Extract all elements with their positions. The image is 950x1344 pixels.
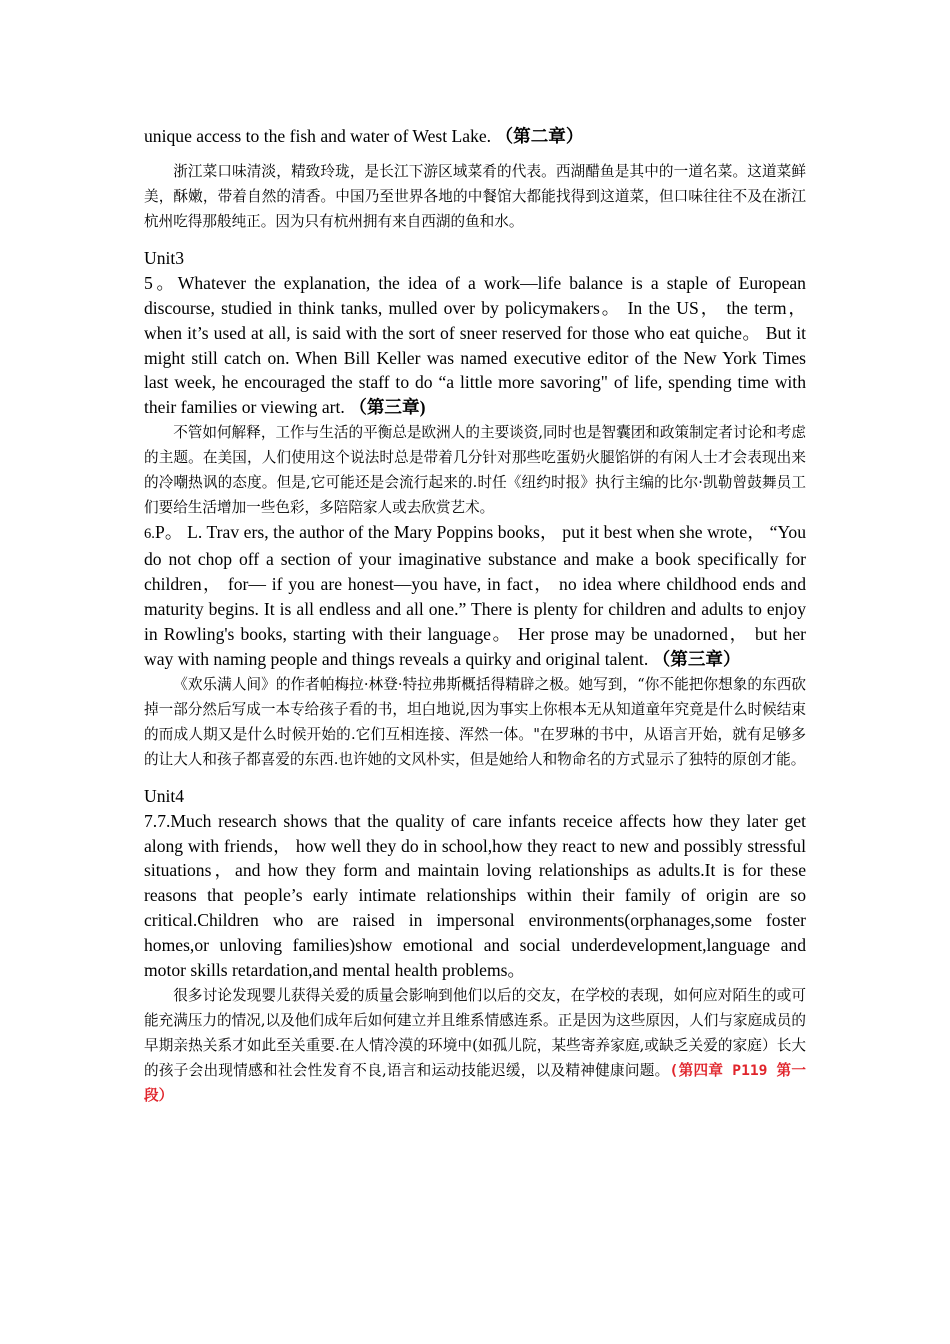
unit4-heading: Unit4	[144, 785, 185, 806]
unit3-item6-english	[144, 520, 806, 671]
item7-translation: 很多讨论发现婴儿获得关爱的质量会影响到他们以后的交友，在学校的表现，如何应对陌生的或可能充满压力的情况,以及他们成年后如何建立并且维系情感连系。正是因为这些原因，人们与家庭成员的早期亲热关系才如此至关重要.在人情冷漠的环境中(如孤儿院，某些寄养家庭,或缺乏关爱的家庭）长大的孩子会出现情感和社会性发育不良,语言和运动技能迟缓，以及精神健康问题。	[144, 986, 806, 1079]
block1-chapter-tag: （第二章）	[495, 126, 584, 146]
item7-chapter-tag: (第四章 P119 第一段）	[144, 1061, 806, 1104]
item5-text: Whatever the explanation, the idea of a work—life balance is a staple of European discourse, studied in think tanks, mulled over by policymakers。 In the US， the term， when it’s used at all, is said with the sort of sneer reserved for those who eat quiche。 But it might still catch on. When Bill Keller was named executive editor of the New York Times last week, he encouraged the staff to do “a little more savoring" of life, spending time with their families or viewing art.	[144, 272, 806, 418]
unit4-item7-english	[144, 809, 806, 983]
unit3-heading: Unit3	[144, 247, 185, 268]
item6-number: 6.	[144, 526, 155, 543]
block1-chinese-translation: 浙江菜口味清淡，精致玲珑，是长江下游区域菜肴的代表。西湖醋鱼是其中的一道名菜。这道菜鲜美，酥嫩，带着自然的清香。中国乃至世界各地的中餐馆大都能找得到这道菜，但口味往往不及在浙江杭州吃得那般纯正。因为只有杭州拥有来自西湖的鱼和水。	[144, 162, 806, 230]
item5-chapter-tag: （第三章)	[349, 397, 426, 418]
item6-text: P。 L. Trav ers, the author of the Mary Poppins books， put it best when she wrote， “You do not chop off a section of your imaginative substance and make a book specifically for children， for— if you are honest—you have, in fact， no idea where childhood ends and maturity begins. It is all endless and all one.” There is plenty for children and adults to enjoy in Rowling's books, starting with their language。 Her prose may be unadorned， but her way with naming people and things reveals a quirky and original talent.	[144, 522, 806, 669]
unit3-item5-english	[144, 271, 806, 420]
block1-english-sentence: unique access to the fish and water of West Lake.	[144, 126, 492, 146]
unit3-item6-chinese: 《欢乐满人间》的作者帕梅拉·林登·特拉弗斯概括得精辟之极。她写到，“你不能把你想象的东西砍掉一部分然后写成一本专给孩子看的书，坦白地说,因为事实上你根本无从知道童年究竟是什么时候结束的而成人期又是什么时候开始的.它们互相连接、浑然一体。"在罗琳的书中，从语言开始，就有足够多的让大人和孩子都喜爱的东西.也许她的文风朴实，但是她给人和物命名的方式显示了独特的原创才能。	[144, 675, 806, 768]
item7-text: 7.Much research shows that the quality of care infants receice affects how they later get along with friends， how well they do in school,how they react to new and possibly stressful situations，and how they form and maintain loving relationships as adults.It is for these reasons that people’s early intimate relationships within their family of origin are so critical.Children who are raised in impersonal environments(orphanages,some foster homes,or unloving families)show emotional and social underdevelopment,language and motor skills retardation,and mental health problems。	[144, 810, 806, 981]
item6-chapter-tag: （第三章）	[652, 648, 741, 669]
block1-english-text	[144, 124, 806, 149]
unit3-item5-chinese: 不管如何解释，工作与生活的平衡总是欧洲人的主要谈资,同时也是智囊团和政策制定者讨论和考虑的主题。在美国，人们使用这个说法时总是带着几分针对那些吃蛋奶火腿馅饼的有闲人士才会表现出来的冷嘲热讽的态度。但是,它可能还是会流行起来的.时任《纽约时报》执行主编的比尔·凯勒曾鼓舞员工们要给生活增加一些色彩，多陪陪家人或去欣赏艺术。	[144, 424, 806, 517]
item5-number: 5。	[144, 272, 178, 293]
document-page	[144, 124, 806, 1108]
item7-number: 7.	[144, 810, 158, 831]
unit4-item7-chinese	[144, 983, 806, 1108]
